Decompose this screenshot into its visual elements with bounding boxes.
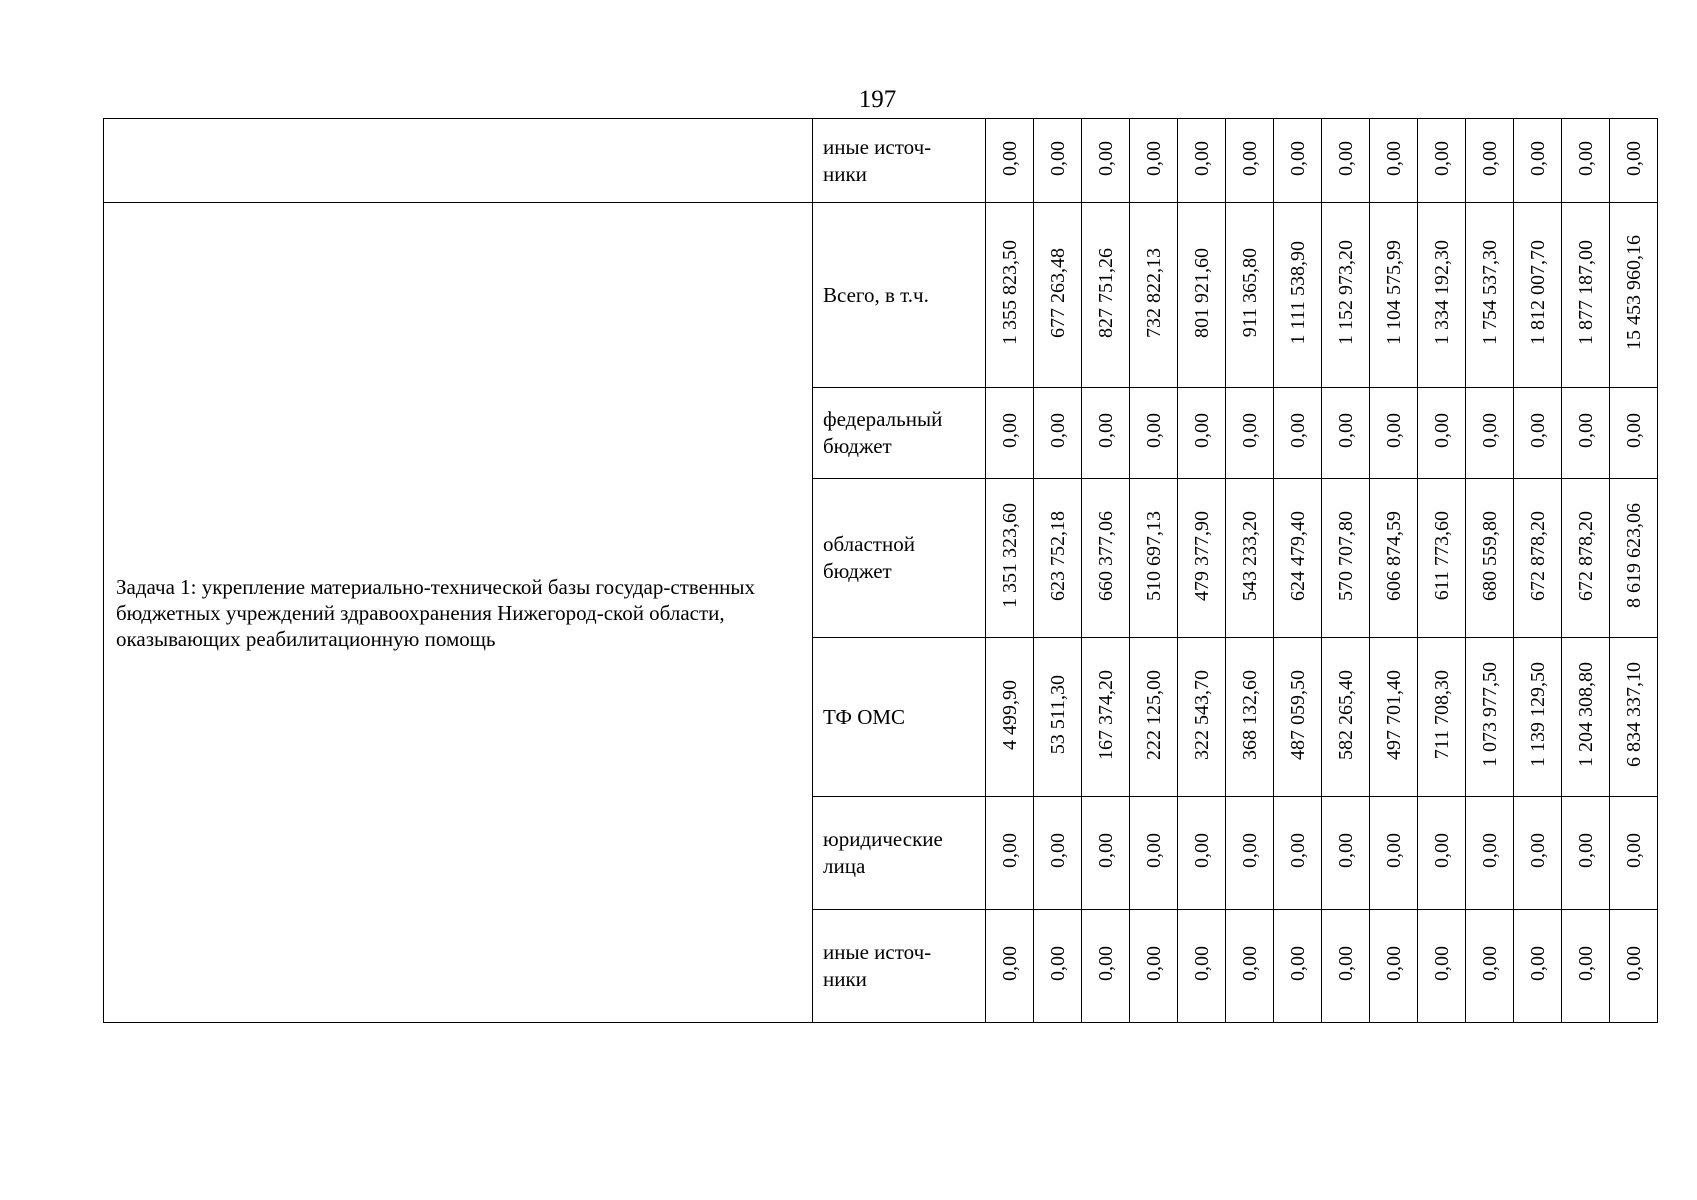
value-text: 0,00 bbox=[1046, 833, 1069, 868]
value-text: 0,00 bbox=[1190, 946, 1213, 981]
value-cell bbox=[1322, 910, 1370, 1023]
value-text: 0,00 bbox=[1046, 140, 1069, 176]
value-text: 606 874,59 bbox=[1382, 510, 1405, 601]
value-cell bbox=[1466, 119, 1514, 203]
value-text: 0,00 bbox=[1526, 140, 1549, 176]
value-text: 479 377,90 bbox=[1190, 510, 1213, 601]
value-cell bbox=[1226, 910, 1274, 1023]
value-text: 4 499,90 bbox=[998, 679, 1021, 750]
value-cell bbox=[1274, 388, 1322, 479]
value-text: 0,00 bbox=[1526, 833, 1549, 868]
value-cell bbox=[1322, 203, 1370, 388]
value-cell bbox=[1370, 638, 1418, 797]
value-cell bbox=[1274, 638, 1322, 797]
value-text: 1 139 129,50 bbox=[1526, 662, 1549, 767]
value-text: 0,00 bbox=[1094, 833, 1117, 868]
value-cell bbox=[1610, 119, 1658, 203]
value-cell bbox=[1130, 203, 1178, 388]
value-cell bbox=[1610, 479, 1658, 638]
value-cell bbox=[1274, 479, 1322, 638]
value-text: 0,00 bbox=[1094, 140, 1117, 176]
value-text: 0,00 bbox=[1430, 140, 1453, 176]
value-cell bbox=[1514, 479, 1562, 638]
value-cell bbox=[1562, 797, 1610, 910]
value-cell bbox=[1034, 910, 1082, 1023]
value-text: 582 265,40 bbox=[1334, 669, 1357, 760]
value-cell bbox=[1466, 797, 1514, 910]
value-text: 6 834 337,10 bbox=[1622, 662, 1645, 767]
value-cell bbox=[1370, 910, 1418, 1023]
value-cell bbox=[1514, 203, 1562, 388]
value-cell bbox=[1082, 479, 1130, 638]
value-cell bbox=[1418, 388, 1466, 479]
value-cell bbox=[986, 203, 1034, 388]
value-text: 1 351 323,60 bbox=[998, 503, 1021, 608]
value-cell bbox=[1274, 203, 1322, 388]
funding-source: федеральный бюджет bbox=[813, 388, 986, 479]
value-text: 672 878,20 bbox=[1526, 510, 1549, 601]
value-cell bbox=[1034, 203, 1082, 388]
value-cell bbox=[1226, 797, 1274, 910]
value-text: 543 233,20 bbox=[1238, 510, 1261, 601]
value-text: 1 877 187,00 bbox=[1574, 240, 1597, 345]
value-cell bbox=[1514, 388, 1562, 479]
value-text: 0,00 bbox=[1574, 413, 1597, 448]
value-text: 15 453 960,16 bbox=[1622, 235, 1645, 350]
value-cell bbox=[1610, 203, 1658, 388]
value-cell bbox=[1034, 797, 1082, 910]
value-cell bbox=[1082, 203, 1130, 388]
value-cell bbox=[1514, 638, 1562, 797]
value-cell bbox=[1178, 388, 1226, 479]
value-text: 827 751,26 bbox=[1094, 247, 1117, 338]
value-cell bbox=[986, 479, 1034, 638]
value-text: 0,00 bbox=[1238, 140, 1261, 176]
value-cell bbox=[1418, 119, 1466, 203]
value-cell bbox=[1082, 910, 1130, 1023]
value-text: 0,00 bbox=[1286, 946, 1309, 981]
value-cell bbox=[1562, 119, 1610, 203]
value-cell bbox=[1418, 203, 1466, 388]
value-cell bbox=[1418, 797, 1466, 910]
value-text: 222 125,00 bbox=[1142, 669, 1165, 760]
value-text: 487 059,50 bbox=[1286, 669, 1309, 760]
value-cell bbox=[1034, 638, 1082, 797]
value-text: 0,00 bbox=[1382, 946, 1405, 981]
value-cell bbox=[1466, 388, 1514, 479]
value-text: 801 921,60 bbox=[1190, 247, 1213, 338]
value-text: 680 559,80 bbox=[1478, 510, 1501, 601]
funding-source: иные источ- ники bbox=[813, 119, 986, 203]
value-text: 0,00 bbox=[1430, 413, 1453, 448]
value-text: 1 334 192,30 bbox=[1430, 240, 1453, 345]
value-text: 0,00 bbox=[1094, 946, 1117, 981]
task-title: Задача 1: укрепление материально-технической базы государ-ственных бюджетных учреждений здравоохранения Нижегород-ской области, оказывающих реабилитационную помощь bbox=[104, 203, 813, 1023]
value-text: 0,00 bbox=[1574, 140, 1597, 176]
value-cell bbox=[1082, 797, 1130, 910]
value-cell bbox=[1130, 638, 1178, 797]
value-text: 368 132,60 bbox=[1238, 669, 1261, 760]
value-cell bbox=[1418, 910, 1466, 1023]
value-text: 1 111 538,90 bbox=[1286, 240, 1309, 345]
value-text: 0,00 bbox=[1238, 413, 1261, 448]
value-text: 0,00 bbox=[1478, 946, 1501, 981]
budget-table bbox=[103, 118, 1658, 1023]
value-text: 0,00 bbox=[1526, 413, 1549, 448]
value-cell bbox=[1610, 638, 1658, 797]
value-cell bbox=[1562, 910, 1610, 1023]
value-text: 711 708,30 bbox=[1430, 669, 1453, 760]
value-cell bbox=[1130, 119, 1178, 203]
value-cell bbox=[986, 638, 1034, 797]
value-text: 497 701,40 bbox=[1382, 669, 1405, 760]
value-cell bbox=[1082, 119, 1130, 203]
value-cell bbox=[1178, 910, 1226, 1023]
value-cell bbox=[1418, 479, 1466, 638]
value-text: 611 773,60 bbox=[1430, 510, 1453, 601]
value-cell bbox=[1226, 638, 1274, 797]
value-text: 0,00 bbox=[1622, 946, 1645, 981]
value-text: 0,00 bbox=[998, 833, 1021, 868]
value-cell bbox=[1562, 479, 1610, 638]
value-text: 623 752,18 bbox=[1046, 510, 1069, 601]
value-cell bbox=[1514, 119, 1562, 203]
value-text: 0,00 bbox=[1430, 946, 1453, 981]
value-cell bbox=[1034, 388, 1082, 479]
value-cell bbox=[1274, 910, 1322, 1023]
value-cell bbox=[1370, 479, 1418, 638]
value-text: 0,00 bbox=[1142, 833, 1165, 868]
value-cell bbox=[1610, 388, 1658, 479]
value-text: 732 822,13 bbox=[1142, 247, 1165, 338]
value-cell bbox=[1322, 479, 1370, 638]
funding-source: Всего, в т.ч. bbox=[813, 203, 986, 388]
value-cell bbox=[1610, 910, 1658, 1023]
value-text: 1 104 575,99 bbox=[1382, 240, 1405, 345]
value-text: 0,00 bbox=[1478, 413, 1501, 448]
value-cell bbox=[1178, 119, 1226, 203]
value-cell bbox=[1418, 638, 1466, 797]
value-cell bbox=[1514, 910, 1562, 1023]
value-cell bbox=[1322, 388, 1370, 479]
value-text: 0,00 bbox=[1478, 833, 1501, 868]
value-cell bbox=[1466, 203, 1514, 388]
value-text: 0,00 bbox=[1382, 413, 1405, 448]
value-text: 911 365,80 bbox=[1238, 247, 1261, 338]
value-text: 1 812 007,70 bbox=[1526, 240, 1549, 345]
page-number: 197 bbox=[858, 86, 897, 113]
value-text: 167 374,20 bbox=[1094, 669, 1117, 760]
value-text: 0,00 bbox=[1094, 413, 1117, 448]
value-cell bbox=[1466, 479, 1514, 638]
value-text: 624 479,40 bbox=[1286, 510, 1309, 601]
table-row bbox=[104, 203, 1658, 388]
value-text: 0,00 bbox=[1286, 833, 1309, 868]
value-text: 0,00 bbox=[1238, 946, 1261, 981]
value-cell bbox=[986, 910, 1034, 1023]
value-cell bbox=[1130, 910, 1178, 1023]
value-text: 0,00 bbox=[1622, 140, 1645, 176]
value-text: 1 073 977,50 bbox=[1478, 662, 1501, 767]
value-text: 0,00 bbox=[1574, 833, 1597, 868]
value-cell bbox=[1178, 203, 1226, 388]
value-cell bbox=[1082, 638, 1130, 797]
value-cell bbox=[1466, 638, 1514, 797]
value-cell bbox=[1466, 910, 1514, 1023]
value-text: 0,00 bbox=[1382, 140, 1405, 176]
value-cell bbox=[1370, 388, 1418, 479]
value-text: 0,00 bbox=[1526, 946, 1549, 981]
value-text: 1 204 308,80 bbox=[1574, 662, 1597, 767]
value-text: 0,00 bbox=[998, 413, 1021, 448]
value-cell bbox=[1322, 638, 1370, 797]
value-text: 570 707,80 bbox=[1334, 510, 1357, 601]
funding-source: юридические лица bbox=[813, 797, 986, 910]
value-cell bbox=[1226, 203, 1274, 388]
value-text: 0,00 bbox=[998, 140, 1021, 176]
funding-source: иные источ- ники bbox=[813, 910, 986, 1023]
value-cell bbox=[1130, 797, 1178, 910]
value-cell bbox=[1082, 388, 1130, 479]
value-text: 0,00 bbox=[1286, 413, 1309, 448]
value-cell bbox=[1370, 797, 1418, 910]
value-text: 677 263,48 bbox=[1046, 247, 1069, 338]
value-text: 0,00 bbox=[1622, 413, 1645, 448]
value-cell bbox=[1178, 638, 1226, 797]
value-text: 0,00 bbox=[1190, 140, 1213, 176]
funding-source: ТФ ОМС bbox=[813, 638, 986, 797]
value-cell bbox=[1562, 388, 1610, 479]
value-cell bbox=[1226, 479, 1274, 638]
value-text: 0,00 bbox=[1190, 413, 1213, 448]
value-text: 0,00 bbox=[1142, 946, 1165, 981]
value-cell bbox=[1370, 119, 1418, 203]
value-text: 0,00 bbox=[1478, 140, 1501, 176]
value-cell bbox=[1370, 203, 1418, 388]
value-text: 0,00 bbox=[1574, 946, 1597, 981]
value-cell bbox=[1274, 797, 1322, 910]
value-text: 672 878,20 bbox=[1574, 510, 1597, 601]
value-text: 0,00 bbox=[1334, 946, 1357, 981]
value-text: 0,00 bbox=[1622, 833, 1645, 868]
value-text: 0,00 bbox=[1334, 413, 1357, 448]
value-text: 0,00 bbox=[1238, 833, 1261, 868]
value-text: 0,00 bbox=[1334, 140, 1357, 176]
value-cell bbox=[1178, 797, 1226, 910]
value-cell bbox=[986, 388, 1034, 479]
value-text: 0,00 bbox=[1142, 140, 1165, 176]
value-cell bbox=[1562, 638, 1610, 797]
value-cell bbox=[1130, 479, 1178, 638]
value-cell bbox=[1226, 388, 1274, 479]
value-cell bbox=[1034, 119, 1082, 203]
value-cell bbox=[986, 119, 1034, 203]
value-cell bbox=[1610, 797, 1658, 910]
value-text: 0,00 bbox=[1046, 413, 1069, 448]
value-text: 0,00 bbox=[1334, 833, 1357, 868]
value-text: 1 152 973,20 bbox=[1334, 240, 1357, 345]
value-cell bbox=[1034, 479, 1082, 638]
value-text: 0,00 bbox=[1430, 833, 1453, 868]
value-text: 0,00 bbox=[1142, 413, 1165, 448]
value-cell bbox=[1226, 119, 1274, 203]
value-text: 0,00 bbox=[1046, 946, 1069, 981]
value-text: 322 543,70 bbox=[1190, 669, 1213, 760]
table-row bbox=[104, 119, 1658, 203]
value-cell bbox=[1514, 797, 1562, 910]
value-text: 1 754 537,30 bbox=[1478, 240, 1501, 345]
value-text: 53 511,30 bbox=[1046, 674, 1069, 755]
value-cell bbox=[1178, 479, 1226, 638]
value-cell bbox=[1322, 119, 1370, 203]
value-text: 510 697,13 bbox=[1142, 510, 1165, 601]
value-text: 0,00 bbox=[998, 946, 1021, 981]
value-text: 8 619 623,06 bbox=[1622, 503, 1645, 608]
value-cell bbox=[1130, 388, 1178, 479]
value-text: 660 377,06 bbox=[1094, 510, 1117, 601]
value-text: 0,00 bbox=[1190, 833, 1213, 868]
funding-source: областной бюджет bbox=[813, 479, 986, 638]
value-text: 1 355 823,50 bbox=[998, 240, 1021, 345]
value-cell bbox=[1562, 203, 1610, 388]
task-cell-empty bbox=[104, 119, 813, 203]
value-text: 0,00 bbox=[1286, 140, 1309, 176]
value-cell bbox=[986, 797, 1034, 910]
value-cell bbox=[1274, 119, 1322, 203]
value-cell bbox=[1322, 797, 1370, 910]
value-text: 0,00 bbox=[1382, 833, 1405, 868]
